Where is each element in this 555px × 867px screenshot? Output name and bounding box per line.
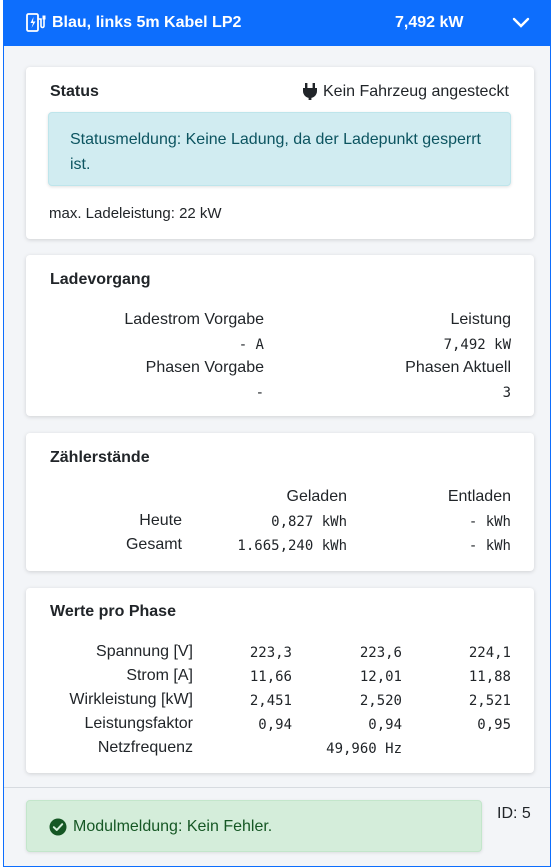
voltage-p3: 224,1 bbox=[468, 645, 511, 661]
power-factor-p3: 0,95 bbox=[477, 717, 511, 733]
header-power: 7,492 kW bbox=[395, 14, 464, 31]
frequency-value: 49,960 Hz bbox=[326, 741, 402, 757]
power-label: Leistung bbox=[450, 311, 511, 328]
phases-setpoint-label: Phasen Vorgabe bbox=[145, 359, 264, 376]
module-message-alert bbox=[26, 800, 482, 852]
status-card bbox=[26, 67, 534, 239]
row-today-label: Heute bbox=[139, 512, 182, 529]
active-power-label: Wirkleistung [kW] bbox=[69, 691, 193, 708]
charging-card bbox=[26, 255, 534, 416]
row-total-discharged: - kWh bbox=[468, 538, 511, 554]
current-setpoint-label: Ladestrom Vorgabe bbox=[124, 311, 264, 328]
charge-point-id: ID: 5 bbox=[497, 805, 531, 822]
current-setpoint-value: - A bbox=[238, 337, 264, 353]
active-power-p1: 2,451 bbox=[249, 693, 292, 709]
current-p1: 11,66 bbox=[249, 669, 292, 685]
meter-title: Zählerstände bbox=[50, 449, 150, 466]
panel-header[interactable] bbox=[4, 0, 550, 46]
frequency-label: Netzfrequenz bbox=[97, 739, 193, 756]
phases-actual-value: 3 bbox=[502, 385, 511, 401]
status-title: Status bbox=[50, 83, 99, 100]
col-discharged-header: Entladen bbox=[447, 488, 511, 505]
current-p3: 11,88 bbox=[468, 669, 511, 685]
phases-actual-label: Phasen Aktuell bbox=[405, 359, 511, 376]
max-charge-power: max. Ladeleistung: 22 kW bbox=[49, 205, 222, 222]
active-power-p2: 2,520 bbox=[359, 693, 402, 709]
active-power-p3: 2,521 bbox=[468, 693, 511, 709]
charging-title: Ladevorgang bbox=[50, 271, 151, 288]
chevron-down-icon[interactable] bbox=[512, 16, 530, 30]
phase-values-card bbox=[26, 588, 534, 773]
panel-title: Blau, links 5m Kabel LP2 bbox=[52, 14, 242, 31]
voltage-p1: 223,3 bbox=[249, 645, 292, 661]
charging-station-icon bbox=[26, 13, 46, 33]
current-label: Strom [A] bbox=[126, 667, 193, 684]
footer-divider bbox=[4, 787, 550, 788]
charge-point-panel bbox=[3, 0, 551, 867]
phase-values-title: Werte pro Phase bbox=[50, 603, 176, 620]
status-message-alert bbox=[48, 112, 511, 186]
row-today-discharged: - kWh bbox=[468, 514, 511, 530]
plug-icon bbox=[301, 82, 319, 100]
check-circle-icon bbox=[49, 818, 67, 836]
power-factor-p2: 0,94 bbox=[368, 717, 402, 733]
status-message: Statusmeldung: Keine Ladung, da der Ladepunkt gesperrt ist. bbox=[70, 131, 481, 173]
row-total-label: Gesamt bbox=[125, 536, 182, 553]
meter-card bbox=[26, 433, 534, 571]
vehicle-state: Kein Fahrzeug angesteckt bbox=[323, 83, 509, 100]
power-factor-label: Leistungsfaktor bbox=[84, 715, 193, 732]
phases-setpoint-value: - bbox=[255, 385, 264, 401]
power-factor-p1: 0,94 bbox=[258, 717, 292, 733]
voltage-label: Spannung [V] bbox=[96, 643, 193, 660]
power-value: 7,492 kW bbox=[443, 337, 511, 353]
row-today-charged: 0,827 kWh bbox=[271, 514, 347, 530]
col-charged-header: Geladen bbox=[286, 488, 347, 505]
voltage-p2: 223,6 bbox=[359, 645, 402, 661]
row-total-charged: 1.665,240 kWh bbox=[237, 538, 347, 554]
current-p2: 12,01 bbox=[359, 669, 402, 685]
module-message: Modulmeldung: Kein Fehler. bbox=[73, 818, 273, 835]
